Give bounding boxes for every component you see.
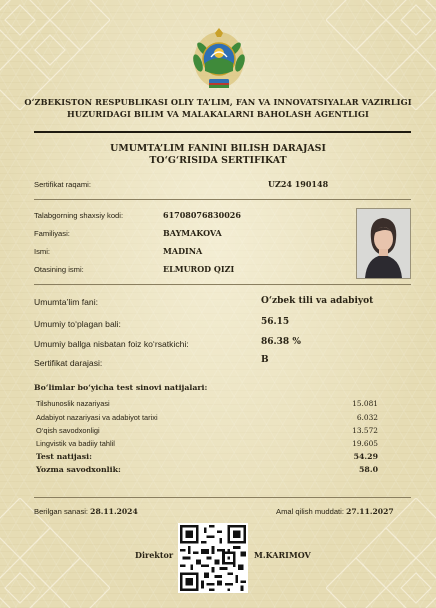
personal-id-value: 61708076830026 (163, 210, 241, 220)
breakdown-row-label: O‘qish savodxonligi (36, 426, 100, 435)
breakdown-row-label: Tilshunoslik nazariyasi (36, 399, 110, 408)
breakdown-row (36, 399, 378, 408)
subject-value: O‘zbek tili va adabiyot (261, 296, 374, 306)
issue-date (34, 507, 138, 516)
divider (34, 497, 411, 498)
certificate-title-line1: UMUMTA’LIM FANINI BILISH DARAJASI (110, 143, 326, 154)
surname-value: BAYMAKOVA (163, 228, 222, 238)
certificate-number-value: UZ24 190148 (268, 179, 329, 189)
breakdown-row (36, 439, 378, 448)
personal-id-label: Talabgorning shaxsiy kodi: (34, 211, 124, 220)
writing-result-value: 58.0 (359, 465, 378, 474)
level-label: Sertifikat darajasi: (34, 358, 103, 368)
patronymic-value: ELMUROD QIZI (163, 264, 235, 274)
level-value: B (261, 355, 269, 365)
portrait-photo (356, 208, 411, 279)
percent-value: 86.38 % (261, 337, 301, 347)
breakdown-heading: Bo‘limlar bo‘yicha test sinovi natijalari: (34, 383, 208, 392)
percent-label: Umumiy ballga nisbatan foiz ko‘rsatkichi: (34, 339, 189, 349)
valid-until (276, 507, 394, 516)
top-divider (34, 131, 411, 133)
director-name: M.KARIMOV (254, 550, 311, 560)
qr-code-icon[interactable] (178, 523, 248, 593)
test-result-label: Test natijasi: (36, 452, 92, 461)
subject-label: Umumta’lim fani: (34, 297, 98, 307)
total-score-label: Umumiy to‘plagan bali: (34, 319, 121, 329)
breakdown-row-value: 15.081 (352, 399, 378, 408)
writing-result-row (36, 465, 378, 474)
breakdown-row-label: Adabiyot nazariyasi va adabiyot tarixi (36, 413, 158, 422)
valid-until-value: 27.11.2027 (346, 507, 394, 516)
agency-header-line1: O‘ZBEKISTON RESPUBLIKASI OLIY TA’LIM, FAN VA INNOVATSIYALAR VAZIRLIGI (24, 97, 412, 107)
total-score-value: 56.15 (261, 317, 290, 327)
name-value: MADINA (163, 246, 203, 256)
test-result-row (36, 452, 378, 461)
corner-ornament-icon (0, 0, 110, 110)
writing-result-label: Yozma savodxonlik: (36, 465, 121, 474)
patronymic-label: Otasining ismi: (34, 265, 84, 274)
divider (34, 199, 411, 200)
divider (34, 284, 411, 285)
breakdown-row-value: 19.605 (352, 439, 378, 448)
corner-ornament-icon (326, 0, 436, 110)
test-result-value: 54.29 (353, 452, 378, 461)
director-label: Direktor (135, 550, 174, 560)
surname-label: Familiyasi: (34, 229, 70, 238)
certificate-title-line2: TO‘G‘RISIDA SERTIFIKAT (149, 155, 287, 166)
issue-date-label: Berilgan sanasi: (34, 507, 89, 516)
breakdown-row (36, 426, 378, 435)
breakdown-row-value: 6.032 (356, 413, 378, 422)
breakdown-row-label: Lingvistik va badiiy tahlil (36, 439, 115, 448)
valid-until-label: Amal qilish muddati: (276, 507, 344, 516)
breakdown-row-value: 13.572 (352, 426, 378, 435)
certificate-number-label: Sertifikat raqami: (34, 180, 91, 189)
breakdown-row (36, 413, 378, 422)
state-emblem-icon (191, 27, 247, 91)
agency-header-line2: HUZURIDAGI BILIM VA MALAKALARNI BAHOLASH AGENTLIGI (67, 109, 369, 119)
issue-date-value: 28.11.2024 (90, 507, 138, 516)
name-label: Ismi: (34, 247, 51, 256)
